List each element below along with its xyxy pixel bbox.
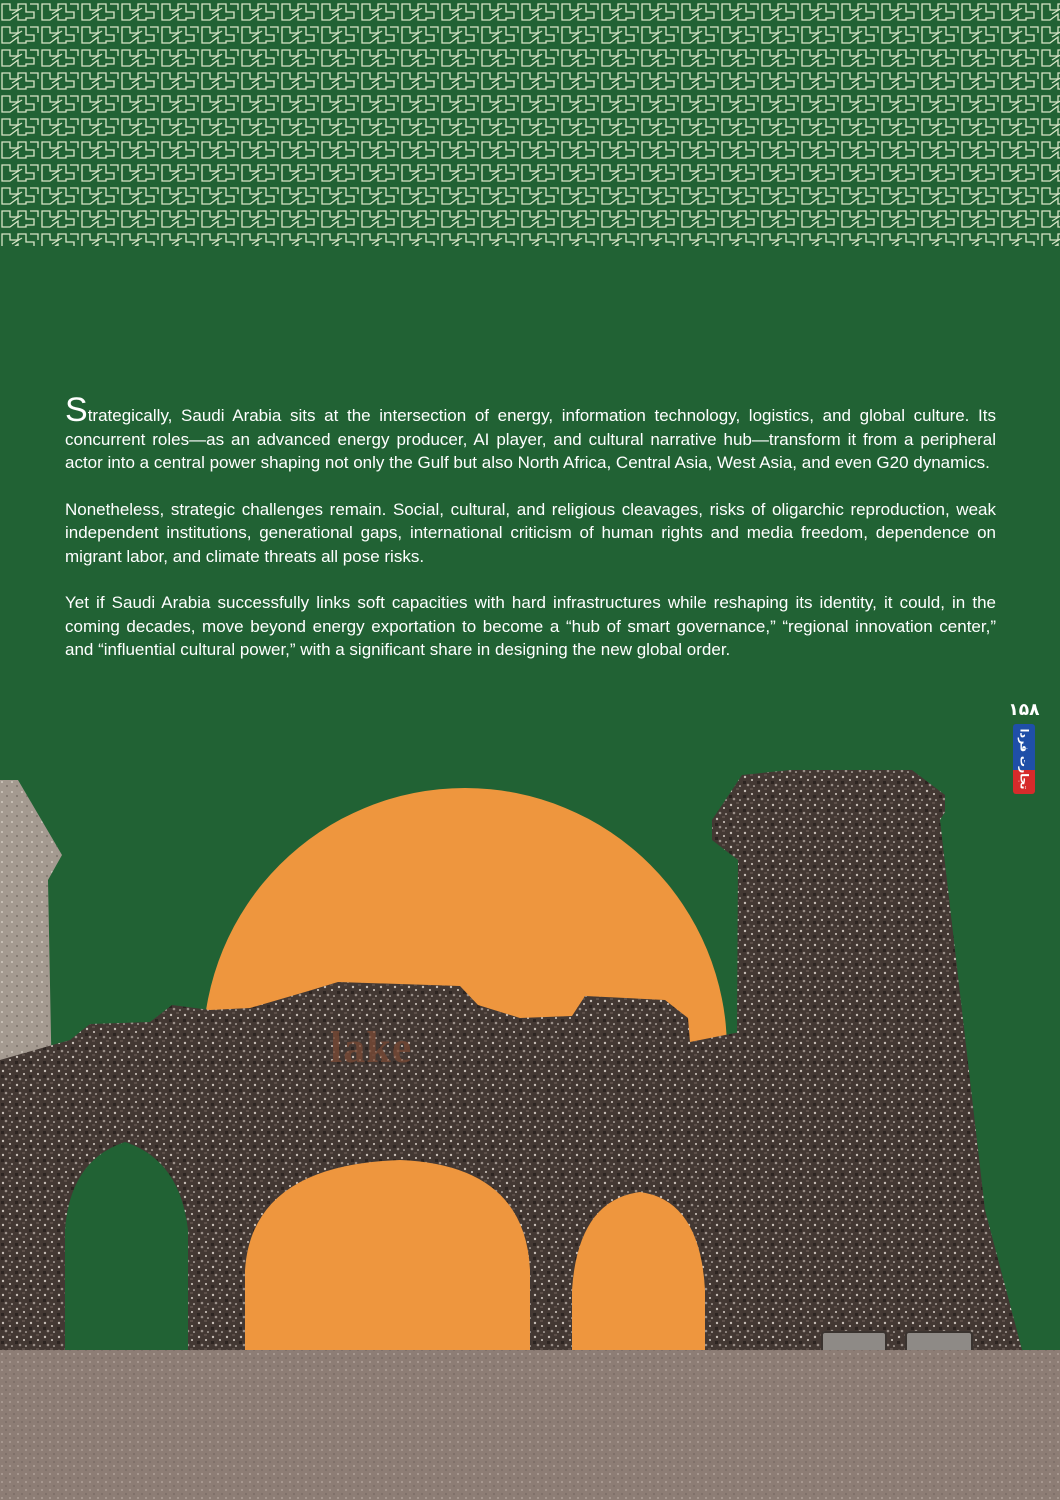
paragraph-2: Nonetheless, strategic challenges remain. Social, cultural, and religious cleavages, risks of oligarchic reproduction, weak independent institutions, generational gaps, international criticism of human rights and media freedom, dependence on migrant labor, and climate threats all pose risks. (65, 499, 996, 566)
ground (0, 1350, 1060, 1500)
paragraph-1 (65, 391, 996, 475)
paragraph-1-text: trategically, Saudi Arabia sits at the intersection of energy, information technology, logistics, and global culture. Its concurrent roles—as an advanced energy producer, AI player, and cultural narrative hub—transform it from a peripheral actor into a central power shaping not only the Gulf but also North Africa, Central Asia, West Asia, and even G20 dynamics. (65, 406, 996, 472)
paragraph-3: Yet if Saudi Arabia successfully links soft capacities with hard infrastructures while reshaping its identity, it could, in the coming decades, move beyond energy exportation to become a “hub of smart governance,” “regional innovation center,” and “influential cultural power,” with a significant share in designing the new global order. (65, 593, 996, 659)
logo-text: تجارت فردا (1017, 728, 1031, 790)
right-tower (712, 770, 1030, 1380)
gate-illustration (0, 760, 1060, 1500)
arch-left (65, 1142, 188, 1380)
page-number: ۱۵۸ (1008, 700, 1040, 720)
arch-center (245, 1160, 530, 1380)
gate-sign: lake (330, 1023, 413, 1072)
drop-cap: S (65, 391, 88, 429)
decorative-pattern-band (0, 0, 1060, 246)
article-body (65, 391, 996, 685)
left-tower (0, 780, 62, 1090)
